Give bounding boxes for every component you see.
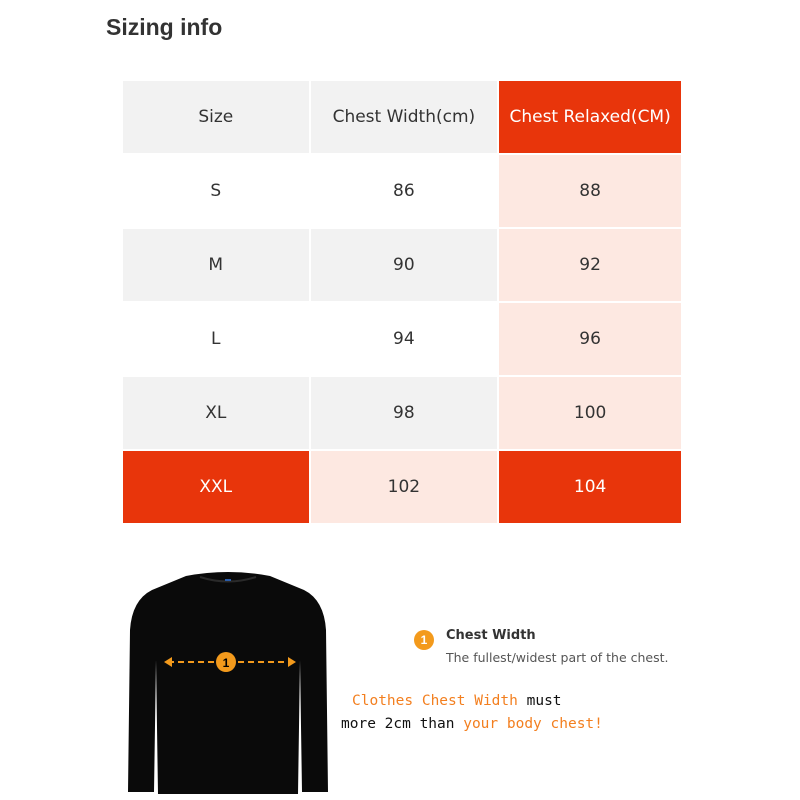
header-size: Size: [123, 81, 309, 153]
callout-line-2: [341, 716, 603, 732]
measure-marker-label: 1: [222, 656, 230, 670]
chest-width-cell: 102: [311, 451, 498, 523]
size-table: [121, 79, 683, 525]
table-row: [123, 229, 681, 301]
chest-width-cell: 86: [311, 155, 498, 227]
chest-width-cell: 98: [311, 377, 498, 449]
note-badge: 1: [414, 630, 434, 650]
header-chest-relaxed: Chest Relaxed(CM): [499, 81, 681, 153]
chest-relaxed-cell: 100: [499, 377, 681, 449]
table-header-row: [123, 81, 681, 153]
chest-relaxed-cell: 88: [499, 155, 681, 227]
callout-highlight: your body chest!: [463, 716, 603, 732]
callout-text: more 2cm than: [341, 716, 464, 732]
chest-relaxed-cell: 92: [499, 229, 681, 301]
long-sleeve-shirt-icon: [128, 570, 328, 795]
table-row: [123, 155, 681, 227]
size-cell: XL: [123, 377, 309, 449]
size-cell: L: [123, 303, 309, 375]
chest-width-cell: 90: [311, 229, 498, 301]
note-title: Chest Width: [446, 628, 536, 643]
table-row: [123, 377, 681, 449]
note-description: The fullest/widest part of the chest.: [446, 650, 669, 665]
size-cell: S: [123, 155, 309, 227]
chest-width-cell: 94: [311, 303, 498, 375]
chest-relaxed-cell: 104: [499, 451, 681, 523]
size-cell: M: [123, 229, 309, 301]
size-cell: XXL: [123, 451, 309, 523]
table-row: [123, 451, 681, 523]
chest-relaxed-cell: 96: [499, 303, 681, 375]
callout-highlight: Clothes Chest Width: [352, 693, 518, 709]
callout-text: must: [517, 693, 562, 709]
page-title: Sizing info: [106, 14, 223, 40]
header-chest-width: Chest Width(cm): [311, 81, 498, 153]
table-row: [123, 303, 681, 375]
callout-line-1: [352, 693, 562, 709]
